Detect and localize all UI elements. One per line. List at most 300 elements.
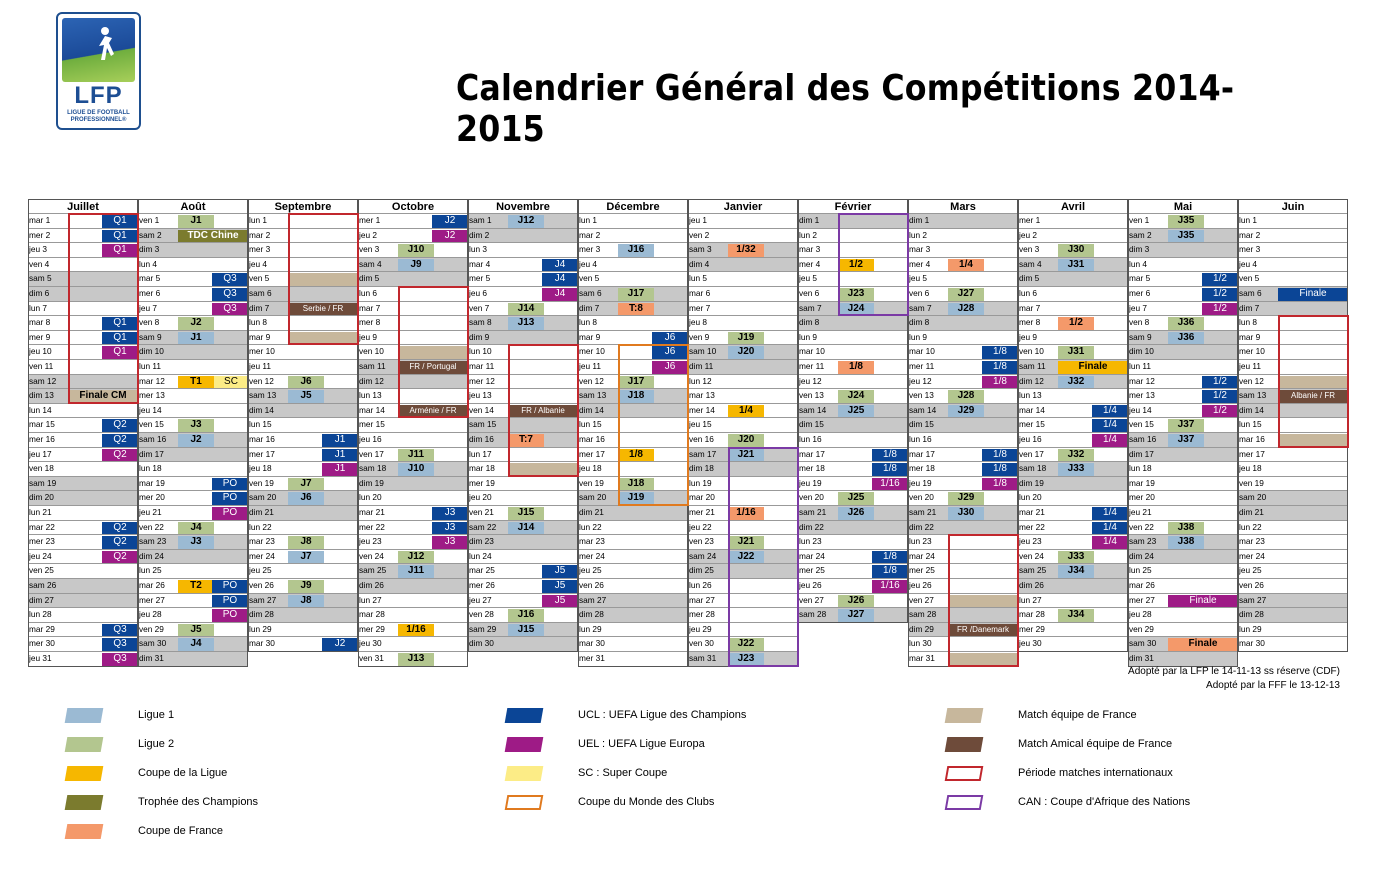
day-row — [798, 447, 908, 462]
month-11 — [1238, 199, 1348, 649]
day-row — [908, 622, 1018, 637]
day-row — [1238, 461, 1348, 476]
event-uel: 1/2 — [1202, 303, 1238, 316]
day-row — [1018, 330, 1128, 345]
event-mef — [288, 273, 358, 286]
day-row — [578, 301, 688, 316]
day-row — [688, 374, 798, 389]
day-row — [688, 636, 798, 651]
legend-label: SC : Super Coupe — [578, 767, 668, 779]
day-row — [468, 257, 578, 272]
day-row — [1238, 271, 1348, 286]
day-label: sam 27 — [578, 594, 618, 608]
day-label: lun 17 — [469, 448, 492, 459]
day-cell — [288, 637, 358, 651]
day-row — [138, 476, 248, 491]
day-row — [578, 622, 688, 637]
day-row — [28, 417, 138, 432]
day-cell — [948, 637, 1018, 651]
legend-label: Coupe de la Ligue — [138, 767, 228, 779]
day-row — [578, 286, 688, 301]
day-row — [248, 374, 358, 389]
day-cell — [838, 214, 908, 228]
day-cell — [728, 375, 798, 389]
day-row — [358, 417, 468, 432]
day-cell — [398, 418, 468, 432]
day-label: jeu 25 — [1239, 565, 1262, 576]
day-row — [248, 520, 358, 535]
day-label: sam 22 — [468, 521, 508, 535]
day-cell — [178, 462, 248, 476]
day-label: sam 11 — [1018, 360, 1058, 374]
day-cell — [178, 345, 248, 359]
day-cell — [1168, 258, 1238, 272]
day-label: lun 12 — [689, 375, 712, 386]
day-label: sam 18 — [358, 462, 398, 476]
day-row — [28, 461, 138, 476]
day-label: mar 23 — [1239, 536, 1265, 547]
day-cell — [288, 345, 358, 359]
day-label: lun 30 — [909, 638, 932, 649]
day-cell — [1058, 448, 1128, 462]
day-row — [28, 578, 138, 593]
day-label: ven 26 — [1239, 580, 1264, 590]
day-cell — [398, 243, 468, 257]
day-row — [578, 403, 688, 418]
day-row — [138, 330, 248, 345]
day-label: ven 5 — [1239, 273, 1260, 284]
day-row — [138, 257, 248, 272]
day-label: mer 25 — [909, 565, 935, 576]
day-row — [468, 578, 578, 593]
day-label: dim 16 — [468, 433, 508, 447]
day-cell — [728, 462, 798, 476]
event-l2: J28 — [948, 390, 984, 403]
day-label: dim 28 — [578, 608, 618, 622]
day-label: dim 12 — [1018, 375, 1058, 389]
day-row — [358, 593, 468, 608]
day-label: sam 30 — [1128, 637, 1168, 651]
day-cell — [948, 535, 1018, 549]
day-row — [468, 301, 578, 316]
event-l2: J26 — [838, 595, 874, 608]
day-cell — [288, 521, 358, 535]
day-label: mar 9 — [249, 331, 271, 342]
day-row — [688, 330, 798, 345]
event-l1: J27 — [838, 609, 874, 622]
day-row — [468, 476, 578, 491]
day-label: lun 22 — [249, 521, 272, 532]
day-cell — [178, 521, 248, 535]
event-ucl: Q3 — [102, 638, 138, 651]
day-label: mar 30 — [1239, 638, 1265, 649]
day-label: dim 26 — [358, 579, 398, 593]
event-l1: J26 — [838, 507, 874, 520]
day-row — [28, 242, 138, 257]
day-cell — [1278, 477, 1348, 491]
day-label: mer 1 — [1019, 215, 1041, 225]
day-cell — [1278, 623, 1348, 637]
day-label: lun 16 — [909, 434, 932, 444]
day-row — [798, 271, 908, 286]
adoption-note — [1100, 665, 1340, 693]
day-cell — [508, 258, 578, 272]
legend-swatch — [65, 737, 104, 752]
day-cell — [1168, 433, 1238, 447]
month-name: Avril — [1018, 199, 1128, 213]
event-cf: 1/4 — [948, 259, 984, 272]
day-label: jeu 7 — [139, 302, 157, 313]
day-cell — [1168, 579, 1238, 593]
day-label: ven 17 — [1019, 448, 1044, 459]
day-label: jeu 24 — [29, 550, 52, 561]
day-row — [468, 330, 578, 345]
day-label: mer 25 — [799, 565, 825, 576]
day-label: ven 22 — [139, 521, 164, 532]
event-l1: J5 — [288, 390, 324, 403]
day-label: sam 14 — [798, 404, 838, 418]
day-label: jeu 9 — [1019, 331, 1037, 342]
day-label: lun 24 — [469, 550, 492, 561]
day-label: jeu 16 — [1019, 434, 1042, 444]
event-ucl: PO — [212, 580, 248, 593]
day-label: dim 28 — [1238, 608, 1278, 622]
day-cell — [838, 258, 908, 272]
day-label: ven 26 — [579, 580, 604, 590]
day-row — [798, 549, 908, 564]
day-cell — [1058, 550, 1128, 564]
day-row — [248, 636, 358, 651]
day-label: mar 11 — [469, 361, 495, 371]
day-cell — [1278, 594, 1348, 608]
day-label: sam 25 — [358, 564, 398, 578]
legend-swatch — [945, 795, 984, 810]
day-cell — [1168, 404, 1238, 418]
day-row — [1238, 578, 1348, 593]
event-cf: 1/2 — [1058, 317, 1094, 330]
day-label: dim 13 — [28, 389, 68, 403]
event-ucl: 1/8 — [982, 346, 1018, 359]
day-cell — [1278, 418, 1348, 432]
day-row — [1128, 607, 1238, 622]
day-row — [1238, 315, 1348, 330]
day-row — [798, 286, 908, 301]
day-row — [798, 520, 908, 535]
lfp-logo — [56, 12, 141, 130]
day-row — [798, 403, 908, 418]
event-uel: J3 — [432, 536, 468, 549]
day-row — [688, 461, 798, 476]
day-label: lun 8 — [1239, 317, 1257, 328]
day-label: sam 6 — [1238, 287, 1278, 301]
day-cell — [68, 229, 138, 243]
day-row — [1018, 505, 1128, 520]
day-row — [798, 461, 908, 476]
day-label: ven 27 — [909, 594, 934, 605]
day-label: mer 20 — [1129, 492, 1155, 503]
month-name: Mai — [1128, 199, 1238, 213]
day-cell — [838, 418, 908, 432]
day-label: mer 29 — [1019, 623, 1045, 634]
day-row — [1018, 374, 1128, 389]
day-label: mer 6 — [1129, 288, 1151, 298]
day-label: sam 25 — [1018, 564, 1058, 578]
day-label: ven 1 — [1129, 215, 1150, 225]
day-row — [1238, 257, 1348, 272]
day-label: sam 16 — [138, 433, 178, 447]
event-l2: J13 — [398, 653, 434, 666]
day-row — [248, 505, 358, 520]
event-l2: J21 — [728, 536, 764, 549]
day-cell — [728, 243, 798, 257]
day-row — [688, 403, 798, 418]
day-label: mer 26 — [469, 580, 495, 590]
day-row — [358, 578, 468, 593]
day-cell — [288, 258, 358, 272]
day-label: mar 31 — [909, 653, 935, 663]
event-uel: Q3 — [212, 303, 248, 316]
day-row — [1128, 388, 1238, 403]
day-row — [578, 213, 688, 228]
day-label: jeu 19 — [909, 477, 932, 488]
day-label: mar 10 — [909, 346, 935, 357]
day-cell — [1168, 594, 1238, 608]
day-label: sam 18 — [1018, 462, 1058, 476]
event-ucl: 1/8 — [872, 449, 908, 462]
day-cell — [1278, 302, 1348, 316]
day-cell — [1168, 521, 1238, 535]
day-label: dim 1 — [798, 214, 838, 228]
day-row — [468, 315, 578, 330]
day-cell — [838, 302, 908, 316]
day-cell — [948, 550, 1018, 564]
day-row — [908, 228, 1018, 243]
event-uel: J5 — [542, 595, 578, 608]
day-label: jeu 4 — [579, 258, 597, 269]
day-label: sam 2 — [1128, 229, 1168, 243]
day-cell — [728, 345, 798, 359]
day-label: mer 8 — [359, 317, 381, 328]
day-cell — [728, 287, 798, 301]
day-label: ven 6 — [909, 288, 930, 298]
day-row — [468, 636, 578, 651]
day-label: mar 18 — [469, 463, 495, 474]
day-label: lun 28 — [29, 609, 52, 620]
day-label: ven 19 — [249, 477, 274, 488]
day-cell — [618, 652, 688, 666]
day-cell — [1278, 345, 1348, 359]
day-label: ven 14 — [469, 404, 494, 415]
day-label: sam 8 — [468, 316, 508, 330]
day-cell — [508, 302, 578, 316]
day-cell — [618, 608, 688, 622]
event-amc: Albanie / FR — [1278, 390, 1348, 403]
event-uel: 1/16 — [872, 580, 908, 593]
day-row — [908, 476, 1018, 491]
day-cell — [838, 550, 908, 564]
day-label: dim 23 — [468, 535, 508, 549]
day-row — [798, 563, 908, 578]
day-label: sam 30 — [138, 637, 178, 651]
day-label: mar 4 — [469, 258, 491, 269]
day-label: sam 7 — [908, 302, 948, 316]
day-label: ven 8 — [1129, 317, 1150, 328]
day-label: mar 26 — [1129, 580, 1155, 590]
day-label: sam 21 — [908, 506, 948, 520]
day-cell — [68, 287, 138, 301]
event-ucl: Q1 — [102, 230, 138, 243]
day-cell — [948, 360, 1018, 374]
day-label: mer 28 — [689, 609, 715, 620]
day-label: sam 2 — [138, 229, 178, 243]
day-cell — [1168, 229, 1238, 243]
legend-label: CAN : Coupe d'Afrique des Nations — [1018, 796, 1191, 808]
day-row — [578, 228, 688, 243]
day-cell — [398, 491, 468, 505]
day-row — [1238, 607, 1348, 622]
legend-swatch — [65, 824, 104, 839]
day-cell — [398, 623, 468, 637]
day-row — [1128, 417, 1238, 432]
month-7 — [798, 199, 908, 621]
event-l1: J31 — [1058, 259, 1094, 272]
day-label: jeu 22 — [689, 521, 712, 532]
day-row — [248, 578, 358, 593]
event-l2: J16 — [508, 609, 544, 622]
day-cell — [1168, 345, 1238, 359]
day-row — [358, 257, 468, 272]
day-cell — [1058, 623, 1128, 637]
adoption-fff: Adopté par la FFF le 13-12-13 — [1206, 680, 1340, 691]
day-row — [138, 301, 248, 316]
day-cell — [728, 258, 798, 272]
day-row — [798, 242, 908, 257]
event-cl: 1/16 — [398, 624, 434, 637]
day-label: mer 24 — [579, 550, 605, 561]
day-cell — [1168, 477, 1238, 491]
event-l1: J25 — [838, 405, 874, 418]
day-row — [688, 228, 798, 243]
day-row — [28, 403, 138, 418]
day-label: jeu 30 — [1019, 638, 1042, 649]
day-cell — [398, 550, 468, 564]
day-row — [138, 563, 248, 578]
day-label: dim 27 — [28, 594, 68, 608]
legend-label: Coupe du Monde des Clubs — [578, 796, 715, 808]
day-row — [28, 286, 138, 301]
event-l1: J1 — [178, 332, 214, 345]
day-cell — [178, 623, 248, 637]
day-row — [688, 432, 798, 447]
day-cell — [288, 331, 358, 345]
event-l2: J2 — [178, 317, 214, 330]
day-cell — [508, 389, 578, 403]
day-cell — [728, 389, 798, 403]
event-ucl: Q2 — [102, 536, 138, 549]
day-label: sam 13 — [1238, 389, 1278, 403]
day-row — [138, 286, 248, 301]
day-cell — [1278, 375, 1348, 389]
day-label: mar 16 — [249, 434, 275, 444]
event-uel: Q2 — [102, 551, 138, 564]
event-amc: Arménie / FR — [398, 405, 468, 418]
day-label: mer 5 — [469, 273, 491, 284]
event-l1: J33 — [1058, 463, 1094, 476]
day-cell — [948, 433, 1018, 447]
day-cell — [1278, 316, 1348, 330]
month-name: Juillet — [28, 199, 138, 213]
day-row — [798, 607, 908, 622]
day-cell — [948, 404, 1018, 418]
day-cell — [68, 258, 138, 272]
day-label: ven 9 — [689, 331, 710, 342]
day-label: ven 16 — [689, 434, 714, 444]
day-cell — [398, 389, 468, 403]
day-row — [798, 534, 908, 549]
day-row — [798, 257, 908, 272]
event-ucl: Q3 — [212, 288, 248, 301]
month-name: Novembre — [468, 199, 578, 213]
day-cell — [68, 214, 138, 228]
day-cell — [618, 229, 688, 243]
event-uel: 1/16 — [872, 478, 908, 491]
day-label: ven 5 — [579, 273, 600, 284]
day-row — [138, 593, 248, 608]
day-row — [798, 228, 908, 243]
day-cell — [1058, 418, 1128, 432]
day-label: dim 6 — [28, 287, 68, 301]
day-row — [908, 403, 1018, 418]
day-cell — [948, 243, 1018, 257]
day-row — [358, 286, 468, 301]
day-cell — [178, 477, 248, 491]
day-row — [468, 607, 578, 622]
day-row — [908, 242, 1018, 257]
day-row — [248, 593, 358, 608]
day-cell — [1168, 214, 1238, 228]
day-row — [1238, 476, 1348, 491]
day-row — [1128, 490, 1238, 505]
day-label: ven 31 — [359, 653, 384, 663]
event-l1: J16 — [618, 244, 654, 257]
day-cell — [178, 564, 248, 578]
day-label: ven 27 — [799, 594, 824, 605]
event-ucl: 1/2 — [1202, 288, 1238, 301]
day-label: jeu 25 — [579, 565, 602, 576]
day-label: mar 12 — [1129, 375, 1155, 386]
day-label: sam 20 — [1238, 491, 1278, 505]
day-cell — [178, 302, 248, 316]
event-ucl: 1/8 — [982, 361, 1018, 374]
day-cell — [618, 214, 688, 228]
day-cell — [288, 462, 358, 476]
day-label: dim 24 — [1128, 550, 1168, 564]
day-cell — [178, 506, 248, 520]
day-row — [248, 461, 358, 476]
day-cell — [508, 214, 578, 228]
day-cell — [398, 564, 468, 578]
day-row — [138, 315, 248, 330]
day-cell — [508, 594, 578, 608]
day-cell — [618, 418, 688, 432]
day-row — [248, 563, 358, 578]
day-cell — [618, 389, 688, 403]
day-cell — [1168, 448, 1238, 462]
event-l2: J29 — [948, 492, 984, 505]
day-row — [138, 228, 248, 243]
day-cell — [1058, 637, 1128, 651]
event-l2: J25 — [838, 492, 874, 505]
